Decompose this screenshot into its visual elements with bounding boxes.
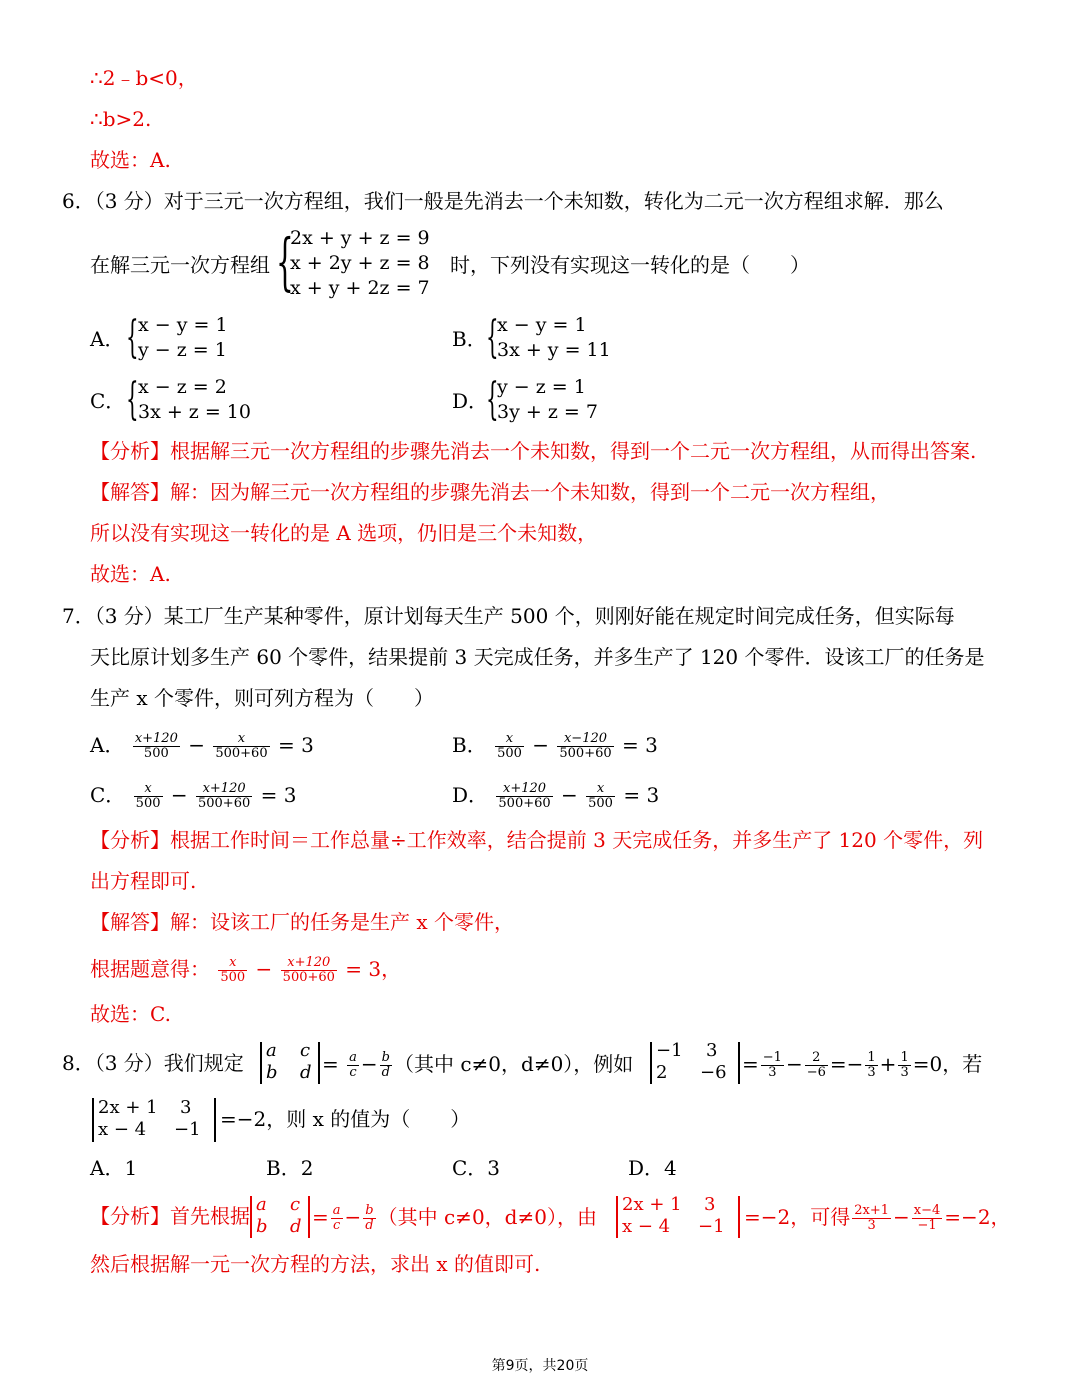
q6-option-b-label: B． — [452, 327, 487, 351]
q6-option-c-label: C． — [90, 389, 126, 413]
q8-analysis-2: 然后根据解一元一次方程的方法，求出 x 的值即可. — [90, 1252, 541, 1276]
q6-option-d-label: D． — [452, 389, 489, 413]
q8-definition-matrix: a c b d — [260, 1042, 320, 1084]
q7-option-a: A． $\frac{x+120}{500}$ − $\frac{x}{500+60}$ = 3 — [90, 731, 314, 761]
q8-option-d: D．4 — [628, 1156, 677, 1180]
q7-stem-1: 7．（3 分）某工厂生产某种零件，原计划每天生产 500 个，则刚好能在规定时间完成任务，但实际每 — [62, 604, 955, 628]
q7-analysis-2: 出方程即可. — [90, 869, 197, 893]
q6-option-d: y − z = 1 3y + z = 7 — [497, 376, 598, 423]
q7-option-d: D． $\frac{x+120}{500+60}$ − $\frac{x}{500}$ = 3 — [452, 781, 660, 811]
q7-option-c: C． $\frac{x}{500}$ − $\frac{x+120}{500+60}$ = 3 — [90, 781, 297, 811]
q5-step2: ∴b>2. — [90, 107, 152, 131]
q6-stem-pre: 在解三元一次方程组 — [90, 253, 270, 277]
q8-definition-formula: = $\frac{a}{c}$ − $\frac{b}{d}$ （其中 c≠0，d≠0），例如 — [322, 1050, 634, 1080]
q7-solution-1: 【解答】解：设该工厂的任务是生产 x 个零件， — [90, 910, 514, 934]
q8-stem-condition: =−2，则 x 的值为（ ） — [220, 1107, 471, 1131]
q8-stem-pre: 8．（3 分）我们规定 — [62, 1051, 244, 1075]
q7-solution-2: 根据题意得： $\frac{x}{500}$ − $\frac{x+120}{500+60}$ = 3， — [90, 955, 402, 985]
q6-option-a: x − y = 1 y − z = 1 — [138, 314, 228, 361]
q7-stem-3: 生产 x 个零件，则可列方程为（ ） — [90, 686, 434, 710]
q8-condition-matrix: 2x + 1 3 x − 4 −1 — [92, 1098, 216, 1142]
q6-option-a-brace: { — [126, 312, 139, 363]
q7-option-b: B． $\frac{x}{500}$ − $\frac{x-120}{500+60}$ = 3 — [452, 731, 658, 761]
q6-system: 2x + y + z = 9 x + 2y + z = 8 x + y + 2z = 7 — [290, 227, 430, 299]
q6-stem-post: 时，下列没有实现这一转化的是（ ） — [450, 253, 810, 277]
q6-option-b-brace: { — [486, 312, 499, 363]
q8-example-formula: = $\frac{-1}{3}$ − $\frac{2}{-6}$ =− $\frac{1}{3}$ + $\frac{1}{3}$ =0，若 — [742, 1050, 983, 1080]
q6-system-brace: { — [276, 225, 294, 298]
q6-answer: 故选：A. — [90, 562, 171, 586]
q7-answer: 故选：C. — [90, 1002, 171, 1026]
q8-analysis-pre: 【分析】首先根据 — [90, 1204, 250, 1228]
q8-analysis-result: =−2，可得 $\frac{2x+1}{3}$ − $\frac{x-4}{-1}$ =−2， — [744, 1203, 1011, 1233]
q6-option-c: x − z = 2 3x + z = 10 — [138, 376, 251, 423]
q7-analysis-1: 【分析】根据工作时间＝工作总量÷工作效率，结合提前 3 天完成任务，并多生产了 120 个零件，列 — [90, 828, 984, 852]
q5-step1: ∴2﹣b<0， — [90, 66, 198, 90]
q6-option-d-brace: { — [486, 374, 499, 425]
q8-analysis-condition-matrix: 2x + 1 3 x − 4 −1 — [616, 1196, 740, 1238]
q8-example-matrix: −1 3 2 −6 — [650, 1042, 740, 1084]
q8-option-b: B．2 — [266, 1156, 314, 1180]
q7-stem-2: 天比原计划多生产 60 个零件，结果提前 3 天完成任务，并多生产了 120 个零件．设该工厂的任务是 — [90, 645, 985, 669]
page-footer: 第9页，共20页 — [491, 1358, 589, 1374]
q8-option-c: C．3 — [452, 1156, 501, 1180]
q6-stem: 6．（3 分）对于三元一次方程组，我们一般是先消去一个未知数，转化为二元一次方程组求解．那么 — [62, 189, 944, 213]
q6-option-c-brace: { — [126, 374, 139, 425]
q8-analysis-formula: = $\frac{a}{c}$ − $\frac{b}{d}$ （其中 c≠0，d≠0），由 — [312, 1203, 597, 1233]
q8-option-a: A．1 — [90, 1156, 138, 1180]
q5-answer: 故选：A. — [90, 148, 171, 172]
q6-solution-1: 【解答】解：因为解三元一次方程组的步骤先消去一个未知数，得到一个二元一次方程组， — [90, 480, 890, 504]
q6-analysis: 【分析】根据解三元一次方程组的步骤先消去一个未知数，得到一个二元一次方程组，从而得出答案. — [90, 439, 977, 463]
q6-option-b: x − y = 1 3x + y = 11 — [497, 314, 611, 361]
q6-solution-2: 所以没有实现这一转化的是 A 选项，仍旧是三个未知数， — [90, 521, 598, 545]
q8-analysis-definition-matrix: a c b d — [250, 1196, 310, 1238]
q6-option-a-label: A． — [90, 327, 125, 351]
